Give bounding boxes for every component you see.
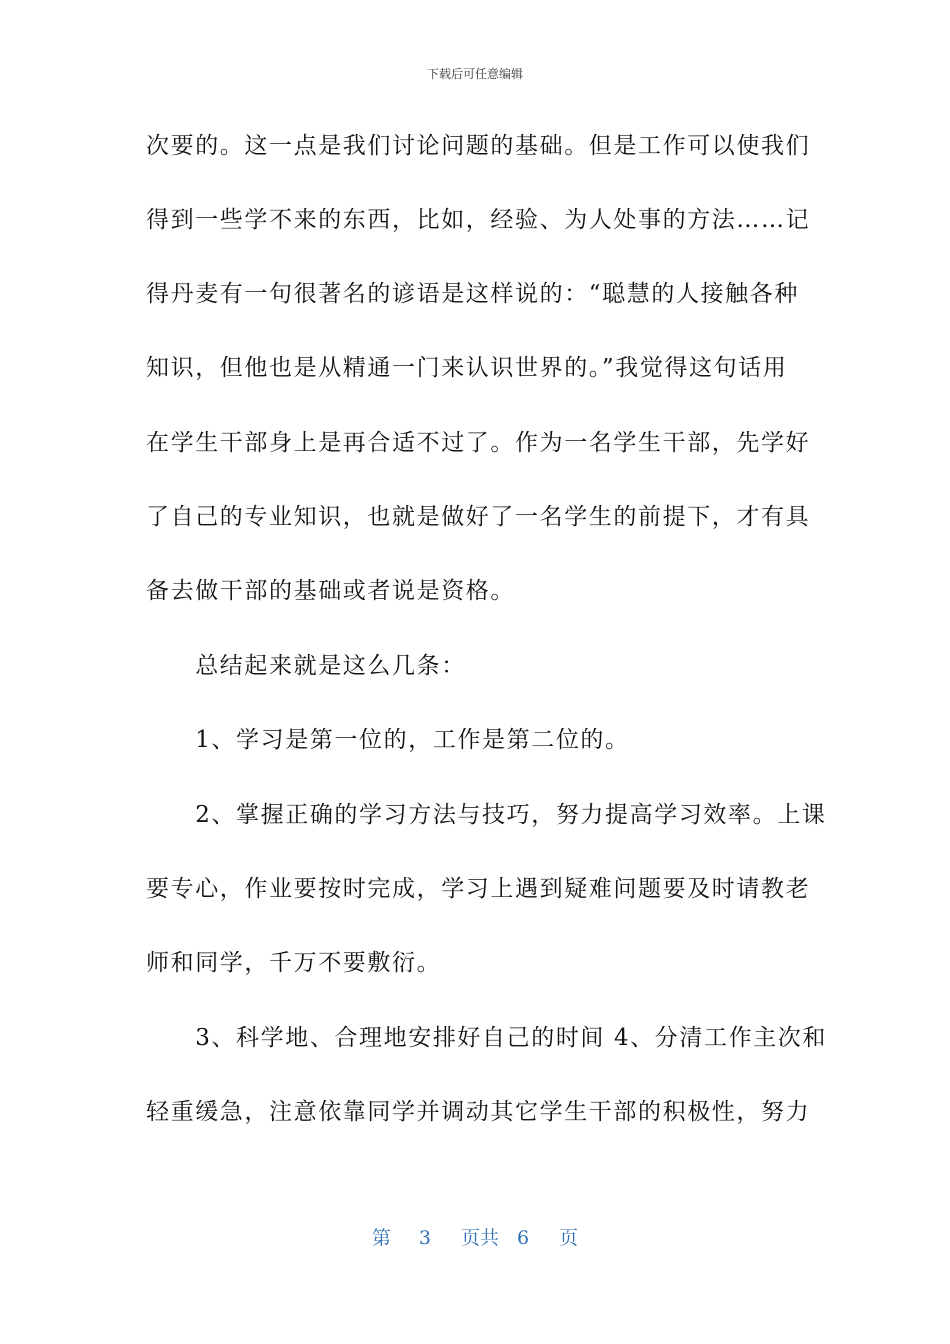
text-line: 了自己的专业知识，也就是做好了一名学生的前提下，才有具 (146, 504, 811, 530)
text-line: 师和同学，千万不要敷衍。 (146, 950, 442, 976)
text-line: 次要的。这一点是我们讨论问题的基础。但是工作可以使我们 (146, 133, 811, 159)
page-header: 下载后可任意编辑 (426, 67, 523, 81)
text-line: 在学生干部身上是再合适不过了。作为一名学生干部，先学好 (146, 430, 811, 456)
text-line: 3、科学地、合理地安排好自己的时间 4、分清工作主次和 (146, 1025, 827, 1051)
page-footer (0, 1225, 950, 1251)
footer-prefix: 第 (371, 1227, 391, 1249)
current-page-number: 3 (418, 1227, 431, 1249)
total-page-number: 6 (517, 1227, 530, 1249)
text-line: 2、掌握正确的学习方法与技巧，努力提高学习效率。上课 (146, 802, 827, 828)
text-line: 备去做干部的基础或者说是资格。 (146, 578, 515, 604)
text-line: 总结起来就是这么几条： (146, 653, 466, 679)
text-line: 要专心，作业要按时完成，学习上遇到疑难问题要及时请教老 (146, 876, 811, 902)
footer-suffix: 页 (559, 1227, 579, 1249)
text-line: 得丹麦有一句很著名的谚语是这样说的：“聪慧的人接触各种 (146, 281, 799, 307)
text-line: 1、学习是第一位的，工作是第二位的。 (146, 727, 630, 753)
text-line: 轻重缓急，注意依靠同学并调动其它学生干部的积极性，努力 (146, 1099, 811, 1125)
text-line: 得到一些学不来的东西，比如，经验、为人处事的方法……记 (146, 207, 811, 233)
text-line: 知识，但他也是从精通一门来认识世界的。”我觉得这句话用 (146, 355, 788, 381)
footer-middle: 页共 (460, 1227, 499, 1249)
